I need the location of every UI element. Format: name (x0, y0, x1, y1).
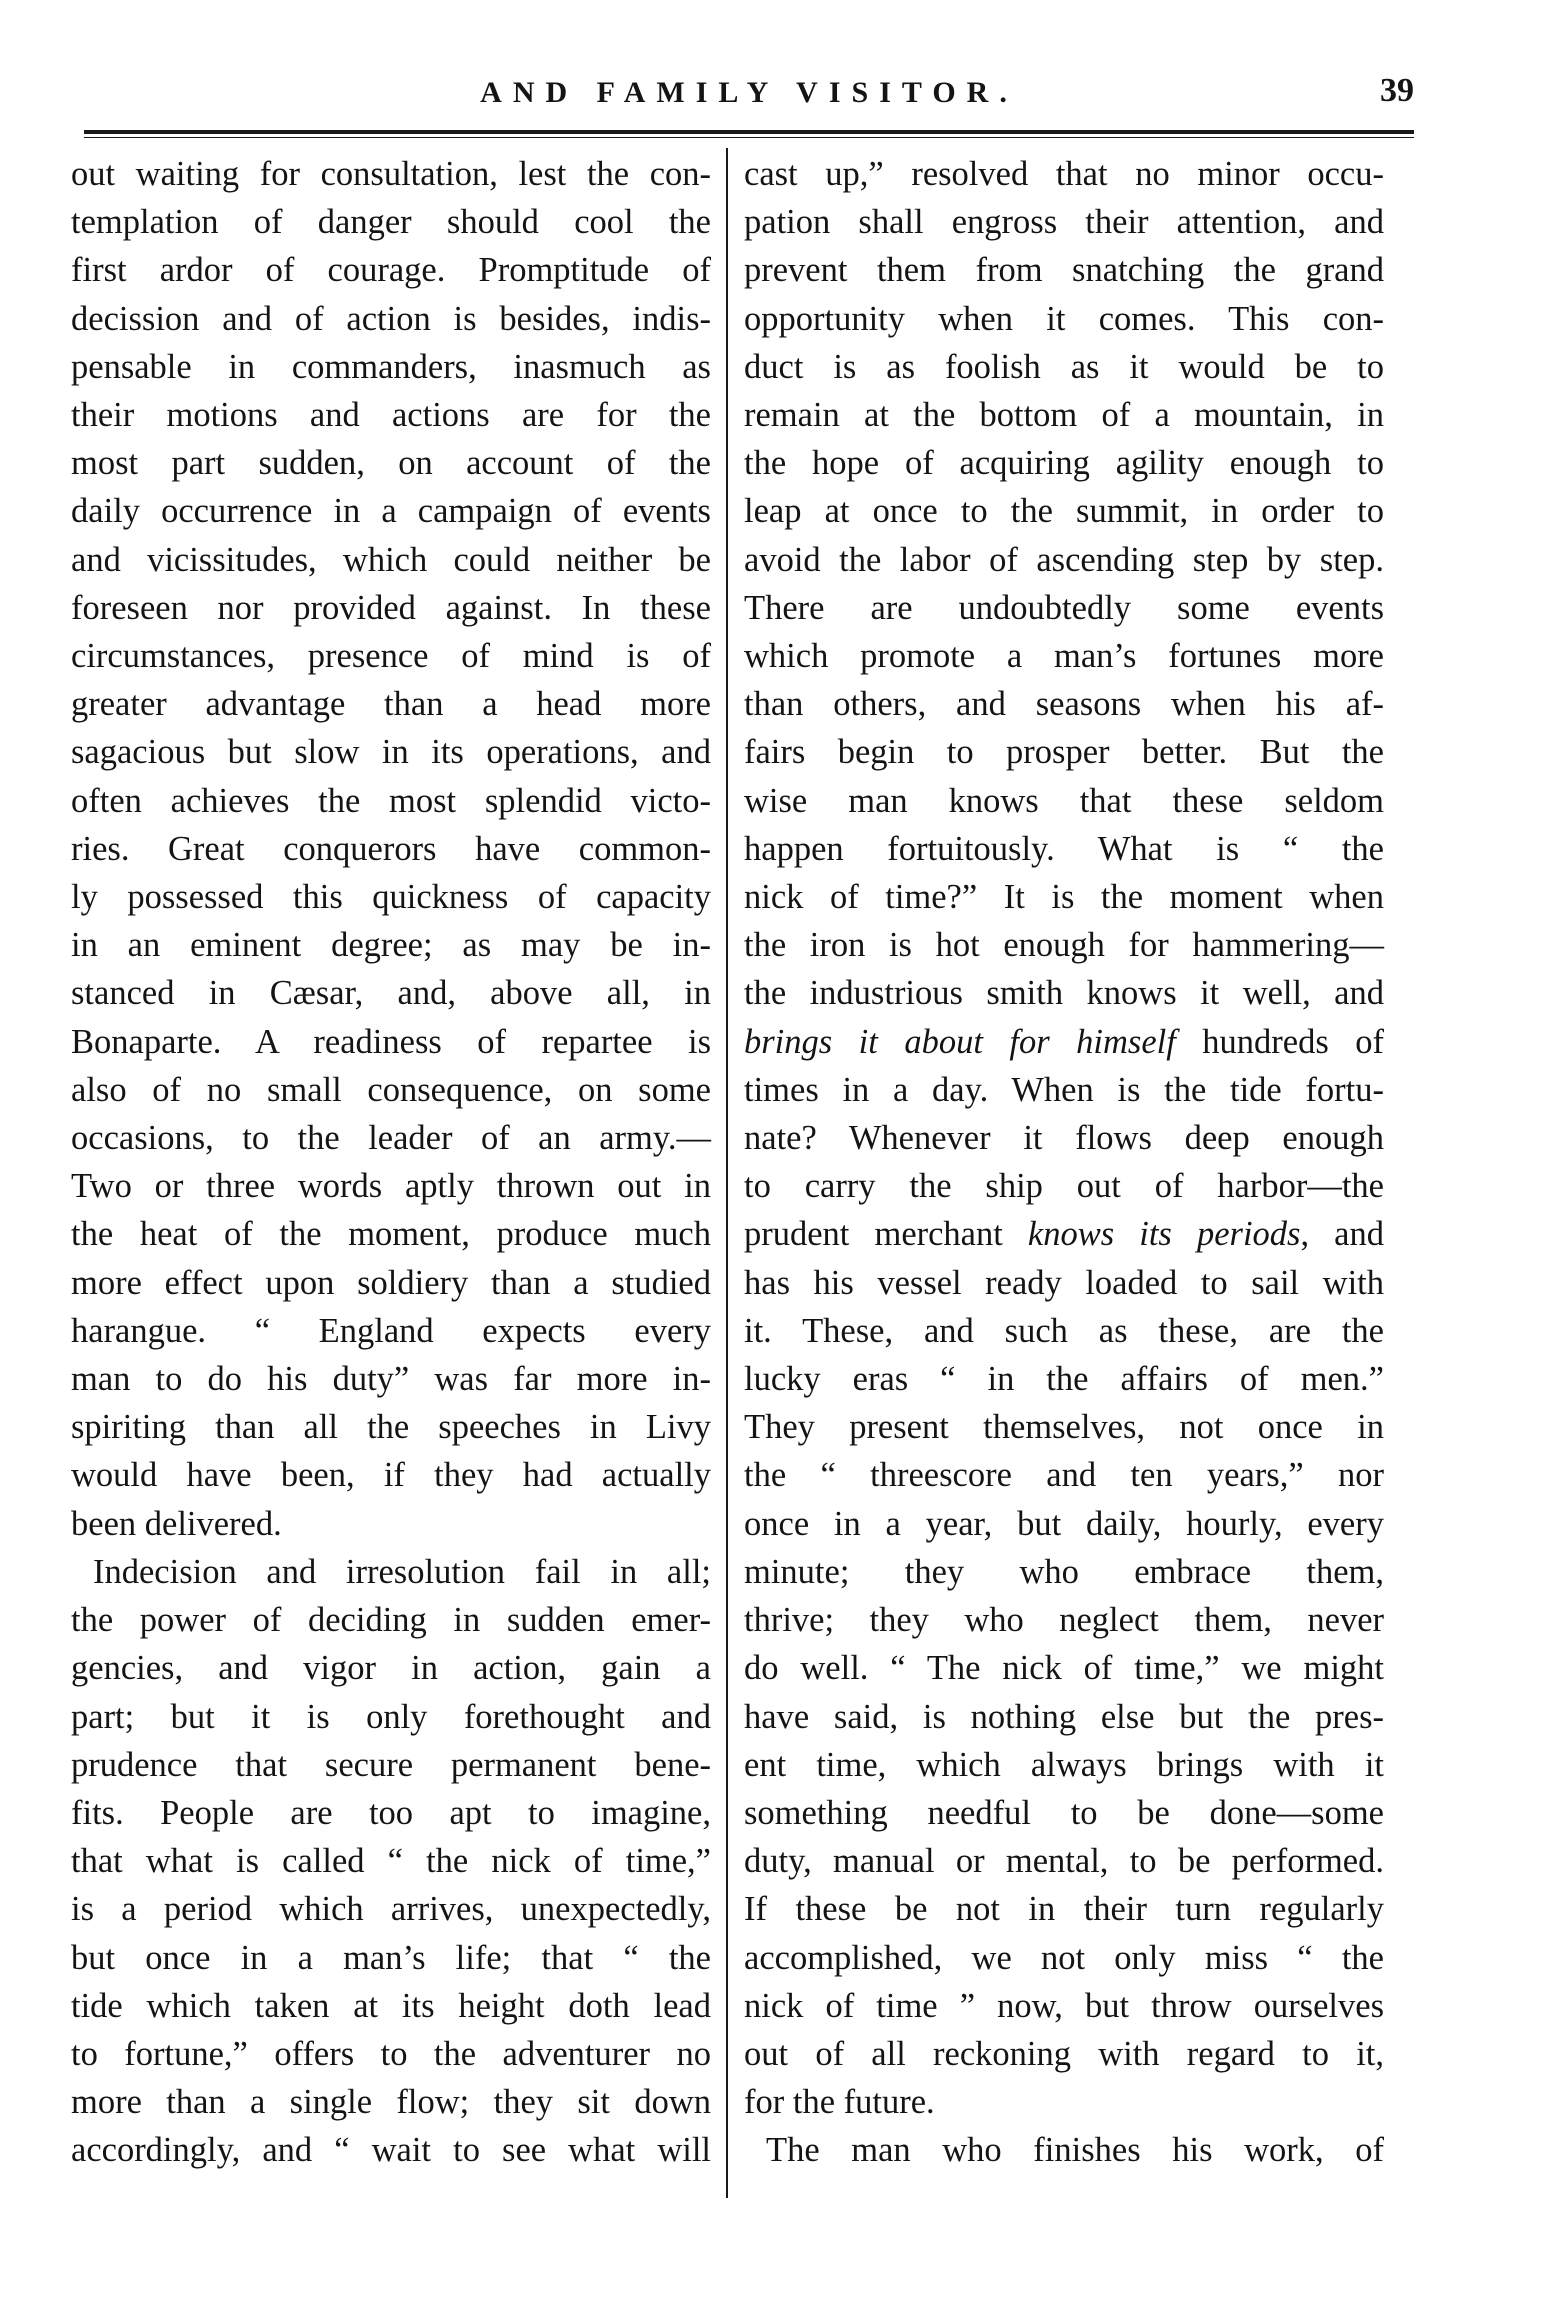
text-line: out waiting for consultation, lest the con- (71, 155, 711, 193)
text-line: thrive; they who neglect them, never (744, 1601, 1384, 1640)
header-rule-thick (84, 130, 1414, 134)
text-line: Bonaparte. A readiness of repartee is (71, 1022, 711, 1061)
text-line: If these be not in their turn regularly (744, 1890, 1384, 1929)
text-line: man to do his duty” was far more in- (71, 1360, 711, 1399)
text-line: been delivered. (71, 1504, 282, 1543)
text-line: their motions and actions are for the (71, 396, 711, 435)
text-line: circumstances, presence of mind is of (71, 637, 711, 676)
text-line: would have been, if they had actually (71, 1456, 711, 1495)
text-line: the iron is hot enough for hammering— (744, 926, 1384, 965)
text-line: nate? Whenever it flows deep enough (744, 1119, 1384, 1158)
text-line: it. These, and such as these, are the (744, 1311, 1384, 1350)
text-line: cast up,” resolved that no minor occu- (744, 155, 1384, 193)
page-number: 39 (1380, 72, 1414, 109)
text-line: often achieves the most splendid victo- (71, 781, 711, 820)
text-line: for the future. (744, 2083, 935, 2122)
text-line: and vicissitudes, which could neither be (71, 540, 711, 579)
text-line: is a period which arrives, unexpectedly, (71, 1890, 711, 1929)
text-segment: hundreds of (1175, 1022, 1384, 1061)
text-line: foreseen nor provided against. In these (71, 588, 711, 627)
text-line: decission and of action is besides, indis- (71, 299, 711, 338)
text-line: the hope of acquiring agility enough to (744, 444, 1384, 483)
text-line: prudence that secure permanent bene- (71, 1745, 711, 1784)
text-line: sagacious but slow in its operations, and (71, 733, 711, 772)
text-line: prevent them from snatching the grand (744, 251, 1384, 290)
text-line: to fortune,” offers to the adventurer no (71, 2034, 711, 2073)
text-line: leap at once to the summit, in order to (744, 492, 1384, 531)
text-line: remain at the bottom of a mountain, in (744, 396, 1384, 435)
text-line: once in a year, but daily, hourly, every (744, 1504, 1384, 1543)
text-line: which promote a man’s fortunes more (744, 637, 1384, 676)
text-line: gencies, and vigor in action, gain a (71, 1649, 711, 1688)
text-line: ries. Great conquerors have common- (71, 829, 711, 868)
text-line (744, 1210, 1384, 1258)
text-line: accomplished, we not only miss “ the (744, 1938, 1384, 1977)
running-title: AND FAMILY VISITOR. (480, 76, 1018, 109)
text-segment: , and (1300, 1215, 1384, 1254)
page-header (84, 72, 1414, 136)
text-line: nick of time ” now, but throw ourselves (744, 1986, 1384, 2025)
text-line: greater advantage than a head more (71, 685, 711, 724)
text-line: spiriting than all the speeches in Livy (71, 1408, 711, 1447)
italic-phrase: knows its periods (1027, 1215, 1301, 1254)
text-line: Two or three words aptly thrown out in (71, 1167, 711, 1206)
left-column (71, 150, 711, 2175)
header-rule-thin (84, 137, 1414, 138)
text-line: out of all reckoning with regard to it, (744, 2034, 1384, 2073)
text-line: duty, manual or mental, to be performed. (744, 1842, 1384, 1881)
text-line: do well. “ The nick of time,” we might (744, 1649, 1384, 1688)
text-line: templation of danger should cool the (71, 203, 711, 242)
text-line: duct is as foolish as it would be to (744, 347, 1384, 386)
text-segment: prudent merchant (744, 1215, 1028, 1254)
text-line: times in a day. When is the tide fortu- (744, 1070, 1384, 1109)
text-line: that what is called “ the nick of time,” (71, 1842, 711, 1881)
text-line: minute; they who embrace them, (744, 1552, 1384, 1591)
text-line: more than a single flow; they sit down (71, 2083, 711, 2122)
text-line: accordingly, and “ wait to see what will (71, 2131, 711, 2170)
text-line: in an eminent degree; as may be in- (71, 926, 711, 965)
text-line: opportunity when it comes. This con- (744, 299, 1384, 338)
text-line: ent time, which always brings with it (744, 1745, 1384, 1784)
text-line: has his vessel ready loaded to sail with (744, 1263, 1384, 1302)
text-line: more effect upon soldiery than a studied (71, 1263, 711, 1302)
text-line: tide which taken at its height doth lead (71, 1986, 711, 2025)
text-line: pensable in commanders, inasmuch as (71, 347, 711, 386)
text-line: the heat of the moment, produce much (71, 1215, 711, 1254)
text-line: Indecision and irresolution fail in all; (93, 1552, 711, 1591)
italic-phrase: brings it about for himself (744, 1022, 1176, 1061)
text-line: fits. People are too apt to imagine, (71, 1793, 711, 1832)
column-divider (726, 148, 728, 2198)
text-line: than others, and seasons when his af- (744, 685, 1384, 724)
text-line: They present themselves, not once in (744, 1408, 1384, 1447)
text-line: the industrious smith knows it well, and (744, 974, 1384, 1013)
text-line: part; but it is only forethought and (71, 1697, 711, 1736)
text-line: There are undoubtedly some events (744, 588, 1384, 627)
text-line (744, 1018, 1384, 1066)
text-line: fairs begin to prosper better. But the (744, 733, 1384, 772)
text-line: The man who finishes his work, of (766, 2131, 1384, 2170)
text-line: harangue. “ England expects every (71, 1311, 711, 1350)
text-line: happen fortuitously. What is “ the (744, 829, 1384, 868)
text-line: something needful to be done—some (744, 1793, 1384, 1832)
text-line: avoid the labor of ascending step by step. (744, 540, 1384, 579)
text-line: pation shall engross their attention, and (744, 203, 1384, 242)
text-line: nick of time?” It is the moment when (744, 878, 1384, 917)
text-line: have said, is nothing else but the pres- (744, 1697, 1384, 1736)
text-line: lucky eras “ in the affairs of men.” (744, 1360, 1384, 1399)
text-line: occasions, to the leader of an army.— (71, 1119, 711, 1158)
text-line: daily occurrence in a campaign of events (71, 492, 711, 531)
right-column (744, 150, 1384, 2175)
text-line: wise man knows that these seldom (744, 781, 1384, 820)
text-line: first ardor of courage. Promptitude of (71, 251, 711, 290)
text-line: the “ threescore and ten years,” nor (744, 1456, 1384, 1495)
text-line: also of no small consequence, on some (71, 1070, 711, 1109)
text-line: ly possessed this quickness of capacity (71, 878, 711, 917)
text-line: stanced in Cæsar, and, above all, in (71, 974, 711, 1013)
text-line: to carry the ship out of harbor—the (744, 1167, 1384, 1206)
text-line: the power of deciding in sudden emer- (71, 1601, 711, 1640)
text-line: most part sudden, on account of the (71, 444, 711, 483)
text-line: but once in a man’s life; that “ the (71, 1938, 711, 1977)
